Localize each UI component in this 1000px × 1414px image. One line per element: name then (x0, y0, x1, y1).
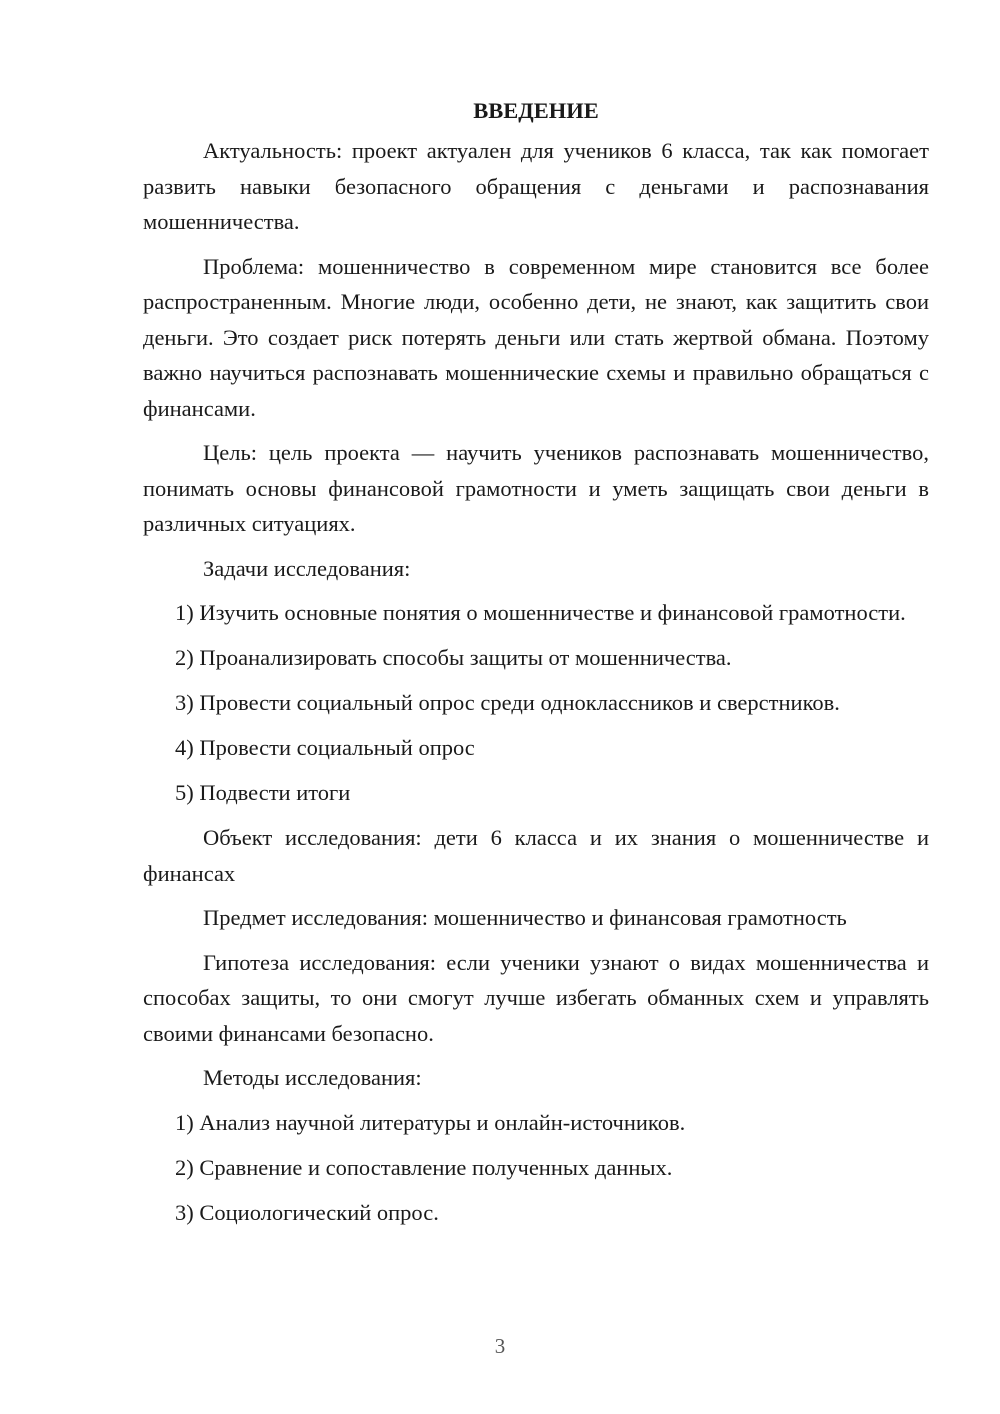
section-title: ВВЕДЕНИЕ (473, 98, 599, 123)
task-item: 2) Проанализировать способы защиты от мошенничества. (175, 645, 732, 670)
subject-paragraph: Предмет исследования: мошенничество и финансовая грамотность (203, 905, 847, 930)
problem-paragraph: Проблема: мошенничество в современном мире становится все более распространенным. Многие люди, особенно дети, не знают, как защитить свои деньги. Это создает риск потерять деньги или стать жертвой обмана. Поэтому важно научиться распознавать мошеннические схемы и правильно обращаться с финансами. (143, 253, 929, 421)
page-number: 3 (494, 1334, 506, 1358)
object-paragraph: Объект исследования: дети 6 класса и их знания о мошенничестве и финансах (143, 825, 929, 886)
task-item: 5) Подвести итоги (175, 780, 351, 805)
task-item: 4) Провести социальный опрос (175, 735, 475, 760)
goal-paragraph: Цель: цель проекта — научить учеников распознавать мошенничество, понимать основы финансовой грамотности и уметь защищать свои деньги в различных ситуациях. (143, 440, 929, 536)
relevance-paragraph: Актуальность: проект актуален для учеников 6 класса, так как помогает развить навыки безопасного обращения с деньгами и распознавания мошенничества. (143, 138, 929, 234)
method-item: 2) Сравнение и сопоставление полученных данных. (175, 1154, 673, 1180)
task-item: 3) Провести социальный опрос среди одноклассников и сверстников. (175, 690, 840, 715)
tasks-heading: Задачи исследования: (203, 555, 411, 581)
document-page (143, 96, 929, 1240)
task-item: 1) Изучить основные понятия о мошенничестве и финансовой грамотности. (175, 600, 906, 625)
method-item: 3) Социологический опрос. (175, 1199, 439, 1225)
method-item: 1) Анализ научной литературы и онлайн-источников. (175, 1109, 686, 1135)
methods-heading: Методы исследования: (203, 1065, 422, 1090)
hypothesis-paragraph: Гипотеза исследования: если ученики узнают о видах мошенничества и способах защиты, то они смогут лучше избегать обманных схем и управлять своими финансами безопасно. (143, 949, 929, 1046)
